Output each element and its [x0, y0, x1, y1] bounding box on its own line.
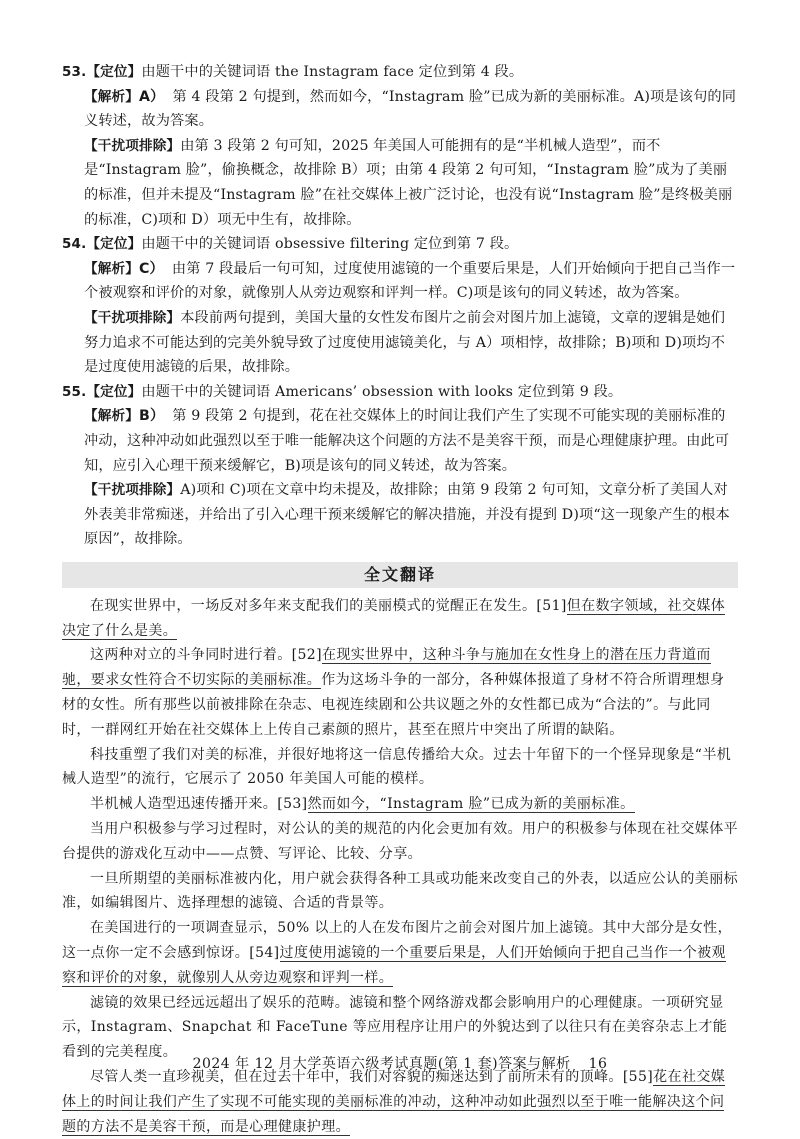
- q53-locate-tag: 【定位】: [86, 64, 142, 80]
- q54-interfere-text: 本段前两句提到，美国大量的女性发布图片之前会对图片加上滤镜，文章的逻辑是她们努力追求不可能达到的完美外貌导致了过度使用滤镜美化，与 A）项相悖，故排除；B)项和 D)项均不是过度使用滤镜的后果，故排除。: [84, 309, 726, 376]
- translation-banner: 全文翻译: [62, 562, 738, 588]
- q54-locate-text: 由题干中的关键词语 obsessive filtering 定位到第 7 段。: [141, 236, 519, 253]
- q55-interfere-tag: 【干扰项排除】: [84, 482, 181, 499]
- q53-interfere: [62, 134, 738, 232]
- p4-underlined: 然而如今，“Instagram 脸”已成为新的美丽标准。: [307, 796, 635, 813]
- q53-number: 53.: [62, 64, 87, 80]
- q55-interfere: [62, 478, 738, 552]
- p9-text: 尽管人类一直珍视美，但在过去十年中，我们对容貌的痴迷达到了前所未有的顶峰。: [90, 1069, 623, 1086]
- q55-analysis-text: 第 9 段第 2 句提到，花在社交媒体上的时间让我们产生了实现不可能实现的美丽标准的冲动，这种冲动如此强烈以至于唯一能解决这个问题的方法不是美容干预，而是心理健康护理。由此可知，应引入心理干预来缓解它，B)项是该句的同义转述，故为答案。: [84, 408, 730, 474]
- p2-text: 这两种对立的斗争同时进行着。: [90, 647, 292, 664]
- q55-analysis-tag: 【解析】: [84, 408, 139, 425]
- p7-text: 在美国进行的一项调查显示，50% 以上的人在发布图片之前会对图片加上滤镜。其中大部分是女性，这一点你一定不会感到惊讶。: [62, 920, 732, 962]
- translation-paragraph-6: 一旦所期望的美丽标准被内化，用户就会获得各种工具或功能来改变自己的外表，以适应公认的美丽标准，如编辑图片、选择理想的滤镜、合适的背景等。: [62, 870, 738, 912]
- page-footer: [0, 1053, 800, 1073]
- translation-paragraph-2: [62, 643, 738, 742]
- q54-number: 54.: [62, 236, 87, 253]
- translation-paragraph-7: [62, 916, 738, 990]
- q55-number: 55.: [62, 383, 87, 400]
- p7-underlined: 过度使用滤镜的一个重要后果是，人们开始倾向于把自己当作一个被观察和评价的对象，就像别人从旁边观察和评判一样。: [62, 945, 726, 986]
- translation-paragraph-8: 滤镜的效果已经远远超出了娱乐的范畴。滤镜和整个网络游戏都会影响用户的心理健康。一项研究显示，Instagram、Snapchat 和 FaceTune 等应用程序让用户的外貌达到了以往只有在美容杂志上才能看到的完美程度。: [62, 994, 728, 1061]
- translation-paragraph-5: 当用户积极参与学习过程时，对公认的美的规范的内化会更加有效。用户的积极参与体现在社交媒体平台提供的游戏化互动中——点赞、写评论、比较、分享。: [62, 821, 738, 862]
- p4-marker: [53]: [277, 796, 308, 813]
- footer-title: 2024 年 12 月大学英语六级考试真题(第 1 套)答案与解析: [192, 1056, 571, 1072]
- q54-interfere: [62, 306, 738, 380]
- p7-marker: [54]: [249, 945, 280, 962]
- p4-text: 半机械人造型迅速传播开来。: [90, 796, 278, 813]
- p1-marker: [51]: [536, 597, 567, 614]
- translation-paragraph-4: [62, 792, 738, 817]
- q55-locate: [62, 380, 738, 405]
- p2-underlined: 在现实世界中，这种斗争与施加在女性身上的潜在压力背道而驰，要求女性符合不切实际的美丽标准。: [62, 647, 711, 689]
- q54-analysis: [62, 257, 738, 306]
- q54-answer: C）: [138, 260, 164, 277]
- p2-text-2: 作为这场斗争的一部分，各种媒体报道了身材不符合所谓理想身材的女性。所有那些以前被排除在杂志、电视连续剧和公共议题之外的女性都已成为“合法的”。与此同时，一群网红开始在社交媒体上上传自己素颜的照片，甚至在照片中突出了所谓的缺陷。: [62, 672, 725, 738]
- q54-analysis-tag: 【解析】: [84, 260, 139, 277]
- q53-interfere-tag: 【干扰项排除】: [84, 137, 181, 154]
- q53-locate-text: 由题干中的关键词语 the Instagram face 定位到第 4 段。: [141, 64, 524, 80]
- p9-underlined: 花在社交媒体上的时间让我们产生了实现不可能实现的美丽标准的冲动，这种冲动如此强烈以至于唯一能解决这个问题的方法不是美容干预，而是心理健康护理。: [62, 1069, 726, 1135]
- q53-analysis-text: 第 4 段第 2 句提到，然而如今，“Instagram 脸”已成为新的美丽标准。A)项是该句的同义转述，故为答案。: [84, 88, 737, 130]
- q53-analysis: [62, 85, 738, 134]
- q55-locate-text: 由题干中的关键词语 Americans’ obsession with looks 定位到第 9 段。: [141, 383, 623, 400]
- q54-locate-tag: 【定位】: [86, 236, 142, 253]
- q53-interfere-text: 由第 3 段第 2 句可知，2025 年美国人可能拥有的是“半机械人造型”，而不是“Instagram 脸”，偷换概念，故排除 B）项；由第 4 段第 2 句可知，“Instagram 脸”成为了美丽的标准，但并未提及“Instagram 脸”在社交媒体上被广泛讨论，也没有说“Instagram 脸”是终极美丽的标准，C)项和 D）项无中生有，故排除。: [84, 137, 733, 228]
- translation-paragraph-1: [62, 594, 738, 644]
- q53-analysis-tag: 【解析】: [84, 88, 139, 105]
- q53-answer: A）: [138, 88, 165, 105]
- q55-interfere-text: A)项和 C)项在文章中均未提及，故排除；由第 9 段第 2 句可知，文章分析了美国人对外表美非常痴迷，并给出了引入心理干预来缓解它的解决措施，并没有提到 D)项“这一现象产生的根本原因”，故排除。: [84, 482, 730, 548]
- page-number: 16: [588, 1056, 608, 1072]
- q54-interfere-tag: 【干扰项排除】: [84, 309, 181, 326]
- q54-locate: [62, 232, 738, 257]
- q55-locate-tag: 【定位】: [86, 383, 142, 400]
- p9-marker: [55]: [622, 1069, 654, 1086]
- q53-locate: [62, 60, 738, 85]
- p1-text: 在现实世界中，一场反对多年来支配我们的美丽模式的觉醒正在发生。: [90, 597, 537, 614]
- q55-analysis: [62, 404, 738, 478]
- translation-paragraph-9: [62, 1065, 738, 1139]
- q55-answer: B）: [138, 408, 165, 425]
- translation-paragraph-3: 科技重塑了我们对美的标准，并很好地将这一信息传播给大众。过去十年留下的一个怪异现象是“半机械人造型”的流行，它展示了 2050 年美国人可能的模样。: [62, 746, 732, 788]
- p2-marker: [52]: [291, 647, 322, 664]
- p1-underlined: 但在数字领域，社交媒体决定了什么是美。: [62, 597, 726, 639]
- q54-analysis-text: 由第 7 段最后一句可知，过度使用滤镜的一个重要后果是，人们开始倾向于把自己当作一个被观察和评价的对象，就像别人从旁边观察和评判一样。C)项是该句的同义转述，故为答案。: [84, 260, 736, 302]
- answer-page: [62, 60, 738, 1139]
